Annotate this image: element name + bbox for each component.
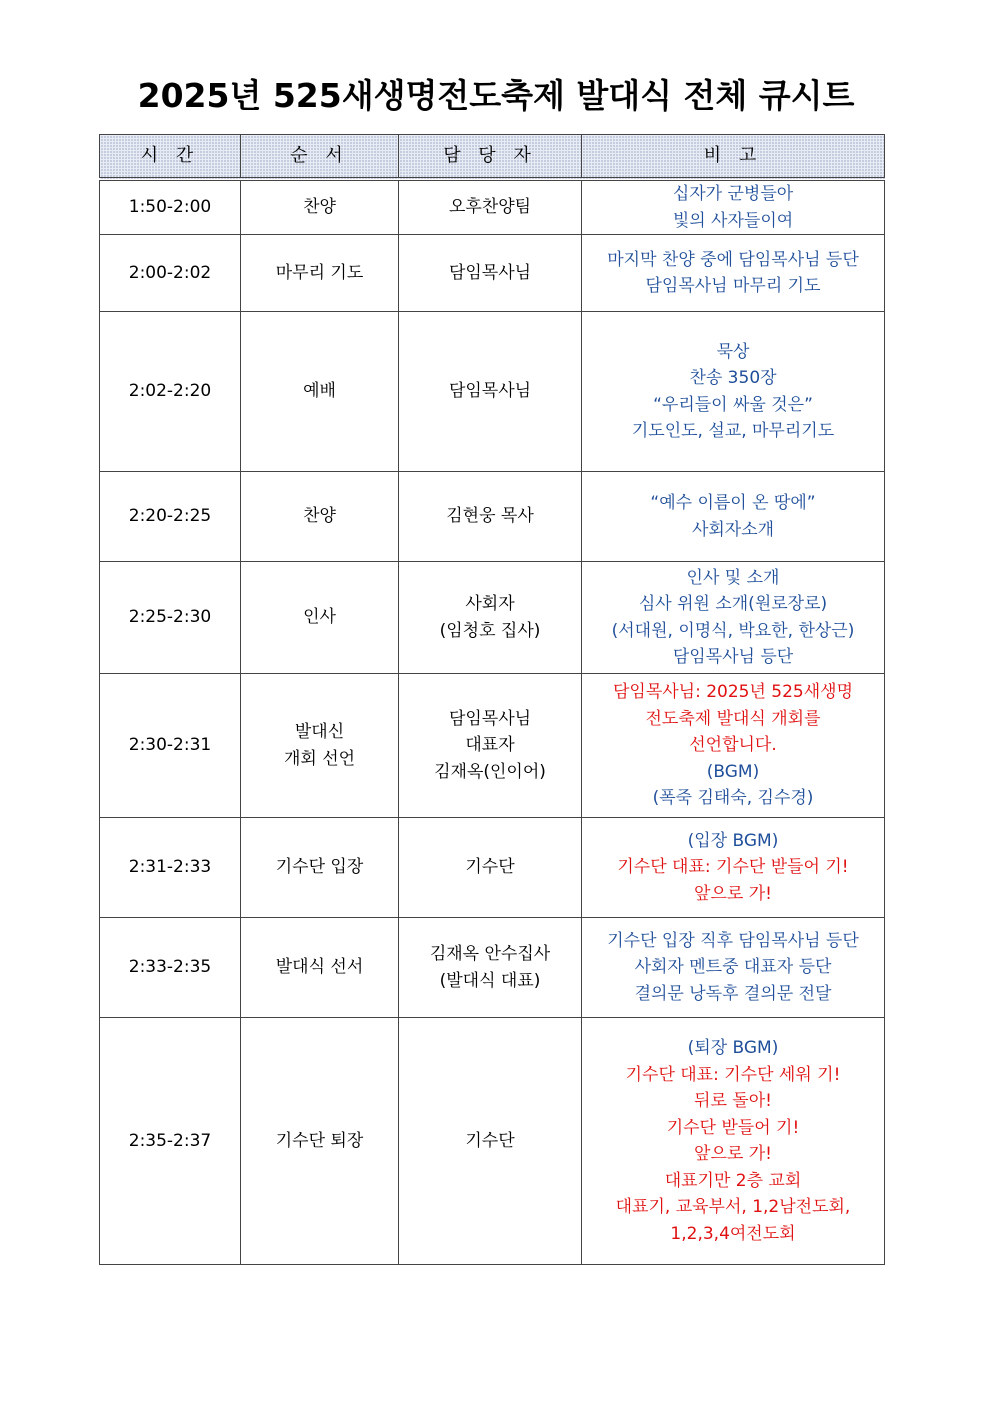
note-line: 결의문 낭독후 결의문 전달 [634,983,832,1004]
header-row [100,135,885,180]
note-line: 1,2,3,4여전도회 [670,1223,796,1244]
person-cell [399,472,582,562]
time-cell: 2:33-2:35 [100,918,241,1018]
order-cell-line: 개회 선언 [283,748,356,769]
note-line: 뒤로 돌아! [694,1091,772,1111]
note-line: 심사 위원 소개(원로장로) [638,594,828,614]
cue-body [100,179,885,1265]
person-cell-line: 담임목사님 [448,708,532,729]
note-line: 사회자 멘트중 대표자 등단 [634,957,832,978]
person-cell-line: 담임목사님 [448,262,532,283]
time-cell: 2:00-2:02 [100,235,241,312]
header-notes: 비 고 [582,135,885,180]
person-cell [399,674,582,818]
table-row [100,818,885,918]
note-line: 기수단 대표: 기수단 받들어 기! [617,857,849,878]
order-cell [241,674,399,818]
time-cell: 2:20-2:25 [100,472,241,562]
person-cell [399,235,582,312]
order-cell [241,1018,399,1265]
table-row [100,918,885,1018]
order-cell-line: 마무리 기도 [275,262,364,283]
time-cell: 2:02-2:20 [100,312,241,472]
note-line: (입장 BGM) [687,830,779,851]
note-line: 기도인도, 설교, 마무리기도 [631,421,835,441]
order-cell-line: 찬양 [303,197,336,218]
time-cell: 2:30-2:31 [100,674,241,818]
order-cell [241,818,399,918]
header-person: 담 당 자 [399,135,582,180]
note-line: 전도축제 발대식 개회를 [645,708,821,729]
person-cell-line: (발대식 대표) [439,970,541,991]
notes-cell [582,918,885,1018]
order-cell-line: 인사 [303,607,336,628]
table-row [100,562,885,674]
table-row [100,235,885,312]
note-line: 앞으로 가! [694,883,772,904]
person-cell [399,179,582,235]
person-cell [399,818,582,918]
order-cell [241,179,399,235]
header-order: 순 서 [241,135,399,180]
header-time: 시 간 [100,135,241,180]
note-line: 담임목사님: 2025년 525새생명 [612,682,854,703]
note-line: “예수 이름이 온 땅에” [650,493,816,513]
table-row [100,312,885,472]
note-line: 찬송 350장 [689,368,777,388]
order-cell-line: 기수단 입장 [275,857,364,878]
note-line: 인사 및 소개 [686,567,780,588]
order-cell-line: 찬양 [303,506,336,527]
note-line: 십자가 군병들아 [672,184,794,204]
notes-cell [582,674,885,818]
table-row [100,1018,885,1265]
person-cell-line: 기수단 [465,1130,515,1151]
note-line: 묵상 [716,341,750,362]
notes-cell [582,1018,885,1265]
page-title: 2025년 525새생명전도축제 발대식 전체 큐시트 [137,76,855,115]
table-row [100,179,885,235]
order-cell-line: 예배 [303,381,336,402]
order-cell [241,472,399,562]
note-line: (폭죽 김태숙, 김수경) [652,788,814,809]
person-cell-line: 김재옥 안수집사 [429,944,551,964]
note-line: 선언합니다. [689,735,777,756]
note-line: 사회자소개 [691,519,775,540]
notes-cell [582,179,885,235]
cue-sheet-table [99,134,885,1265]
note-line: (서대원, 이명식, 박요한, 한상근) [611,620,855,641]
note-line: (BGM) [706,761,760,782]
person-cell-line: 대표자 [465,735,515,756]
note-line: 담임목사님 마무리 기도 [645,276,821,296]
note-line: 빛의 사자들이여 [672,210,794,231]
order-cell [241,235,399,312]
order-cell [241,562,399,674]
order-cell-line: 기수단 퇴장 [275,1130,364,1151]
order-cell [241,918,399,1018]
notes-cell [582,472,885,562]
person-cell [399,562,582,674]
person-cell [399,918,582,1018]
person-cell-line: 사회자 [465,594,515,614]
notes-cell [582,818,885,918]
note-line: 앞으로 가! [694,1144,772,1164]
time-cell: 2:25-2:30 [100,562,241,674]
time-cell: 2:31-2:33 [100,818,241,918]
person-cell-line: 기수단 [465,857,515,878]
person-cell-line: 김재옥(인이어) [434,761,546,782]
note-line: 기수단 받들어 기! [666,1117,800,1138]
note-line: 담임목사님 등단 [672,647,794,667]
table-row [100,674,885,818]
person-cell-line: 오후찬양팀 [448,197,532,218]
order-cell [241,312,399,472]
note-line: 기수단 입장 직후 담임목사님 등단 [607,930,859,951]
note-line: (퇴장 BGM) [687,1038,779,1058]
order-cell-line: 발대식 선서 [275,957,364,978]
note-line: 마지막 찬양 중에 담임목사님 등단 [607,249,859,270]
note-line: “우리들이 싸울 것은” [653,394,813,415]
notes-cell [582,312,885,472]
order-cell-line: 발대신 [294,722,345,742]
note-line: 기수단 대표: 기수단 세워 기! [625,1064,841,1085]
note-line: 대표기만 2층 교회 [664,1170,802,1191]
person-cell-line: 김현웅 목사 [446,506,534,527]
person-cell-line: 담임목사님 [448,381,532,402]
table-row [100,472,885,562]
note-line: 대표기, 교육부서, 1,2남전도회, [615,1197,851,1217]
notes-cell [582,235,885,312]
person-cell-line: (임청호 집사) [439,620,541,641]
person-cell [399,312,582,472]
person-cell [399,1018,582,1265]
notes-cell [582,562,885,674]
time-cell: 2:35-2:37 [100,1018,241,1265]
time-cell: 1:50-2:00 [100,179,241,235]
